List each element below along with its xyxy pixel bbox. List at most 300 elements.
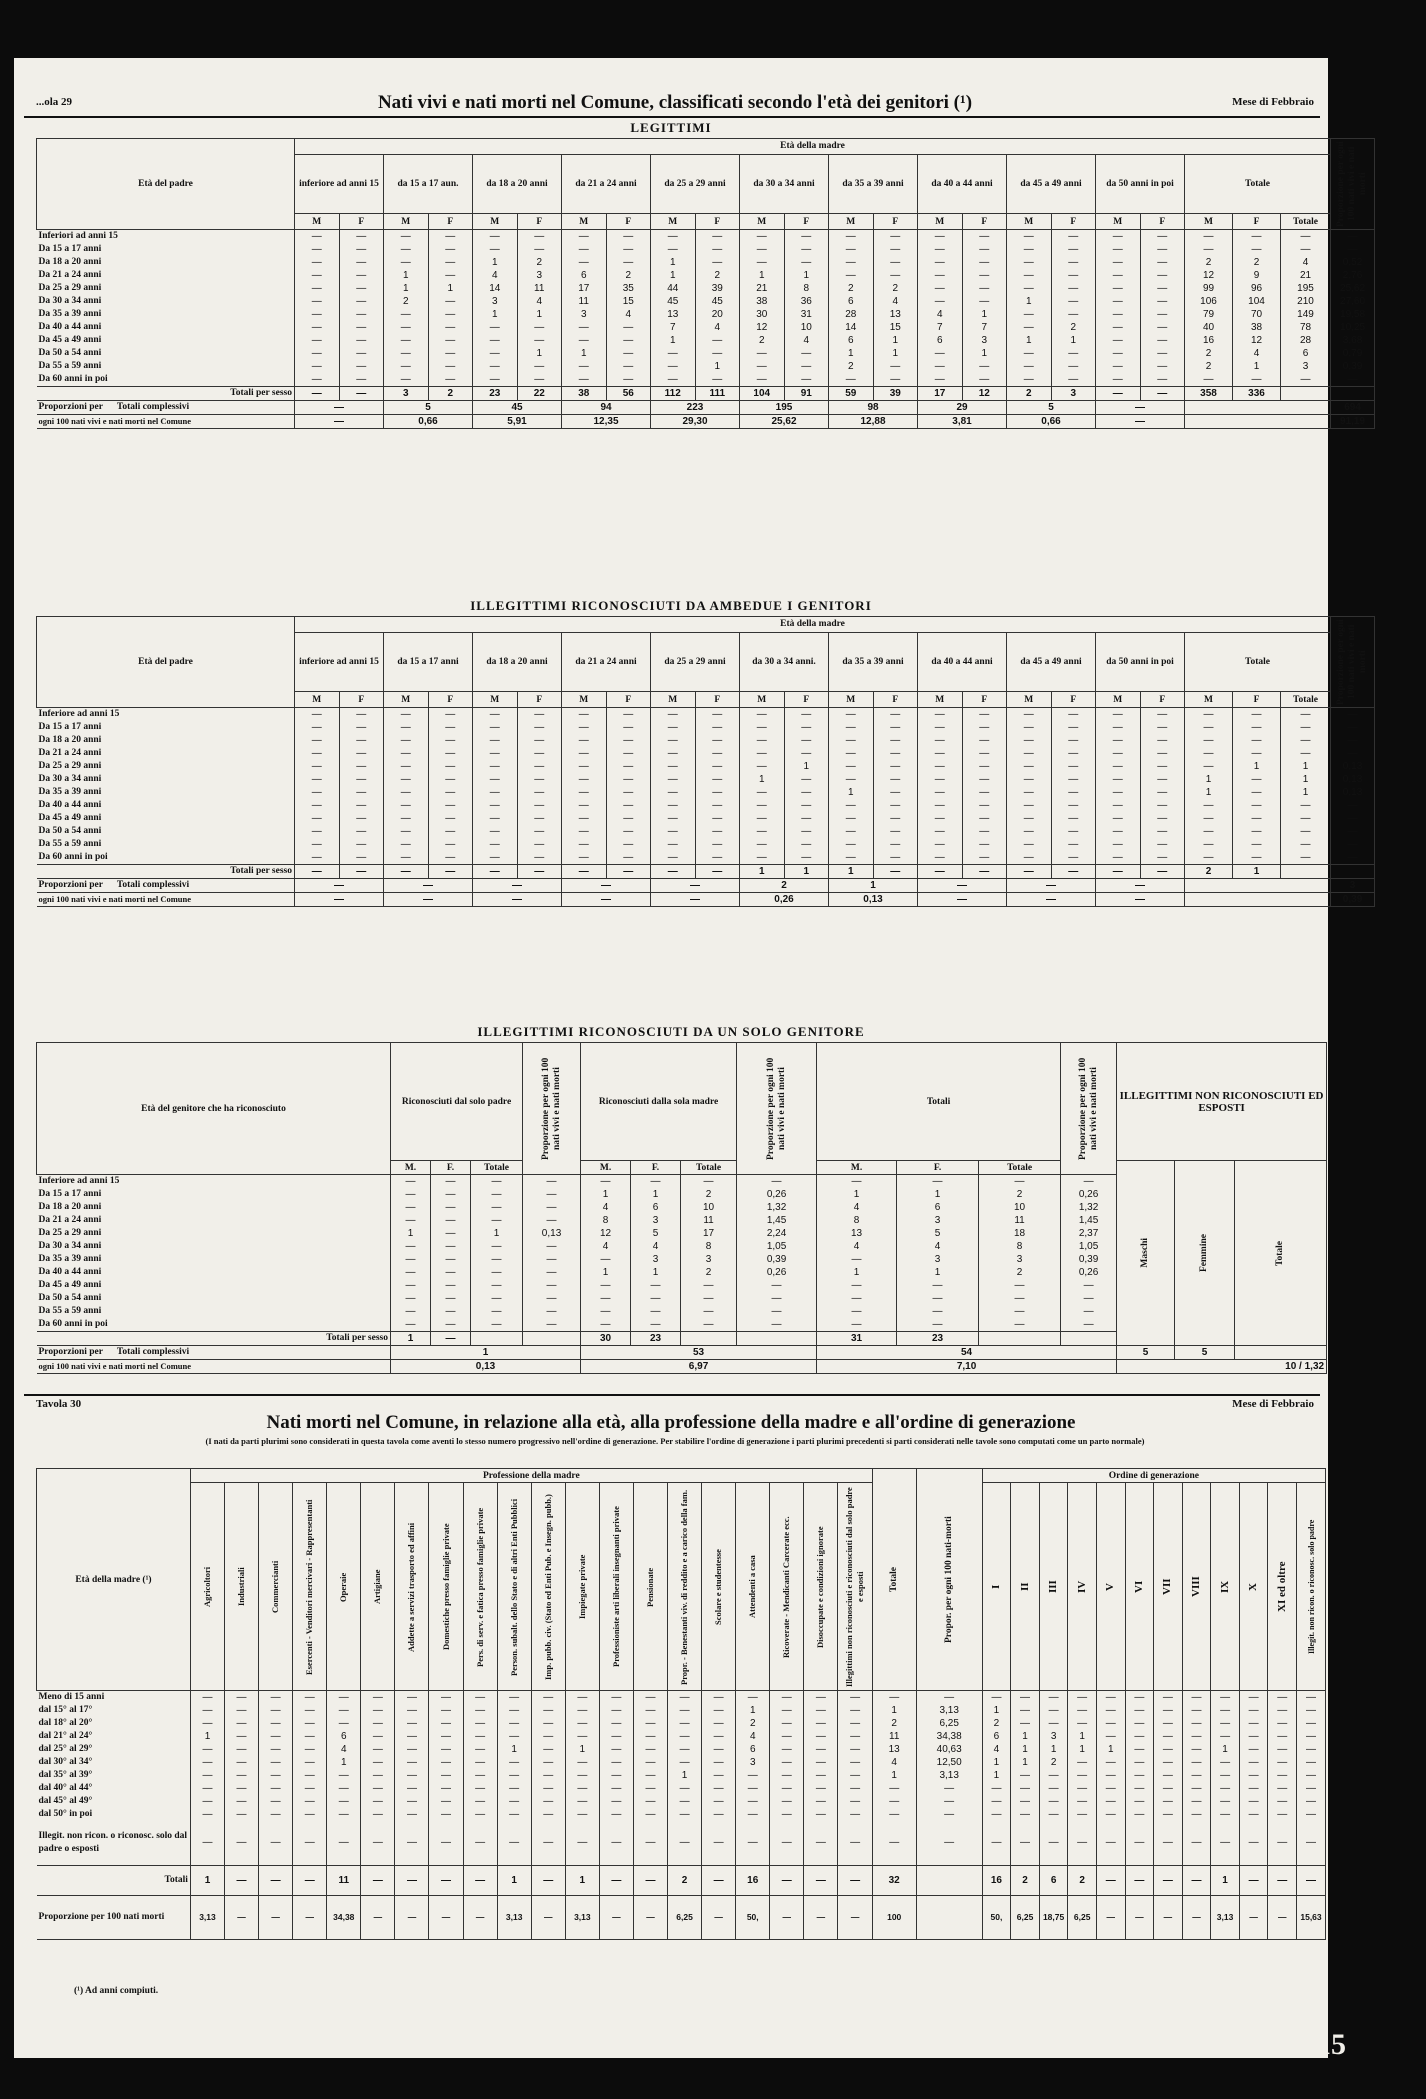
table-cell: 3,13 (916, 1769, 982, 1782)
table-cell: 44 (651, 282, 696, 295)
table-cell: — (695, 825, 740, 838)
table-cell: — (873, 773, 918, 786)
table-cell: — (1182, 1795, 1211, 1808)
table-cell: — (431, 1332, 471, 1346)
table-cell: — (829, 812, 874, 825)
table-cell: — (1185, 838, 1233, 851)
table-cell: 111 (695, 387, 740, 401)
table-cell: — (695, 760, 740, 773)
row-label: Da 25 a 29 anni (37, 282, 295, 295)
table-cell: 0,13 (829, 893, 918, 907)
table-cell: — (651, 838, 696, 851)
table-cell: — (651, 708, 696, 722)
ordine-column-header: VII (1161, 1578, 1174, 1595)
table-cell: — (259, 1795, 293, 1808)
table-cell: — (473, 321, 518, 334)
table-cell: — (1096, 838, 1141, 851)
table-cell: — (1068, 1769, 1097, 1782)
table-cell: 1 (1211, 1743, 1240, 1756)
table-cell: — (428, 799, 473, 812)
table-cell: — (562, 838, 607, 851)
table-cell: — (1007, 321, 1052, 334)
table-cell: — (1007, 893, 1096, 907)
table29-title: Nati vivi e nati morti nel Comune, classificati secondo l'età dei genitori (¹) (377, 92, 973, 113)
table-cell: 1 (1281, 773, 1331, 786)
table-cell: 2,76 (1331, 269, 1375, 282)
table-cell: — (395, 1769, 429, 1782)
table-cell (523, 1332, 581, 1346)
table-cell: 45 (695, 295, 740, 308)
table-cell: — (1007, 708, 1052, 722)
row-label: Da 30 a 34 anni (37, 773, 295, 786)
table-cell: — (384, 230, 429, 244)
table-cell: — (681, 1175, 737, 1189)
table-cell: — (829, 799, 874, 812)
table-cell (737, 1332, 817, 1346)
table-cell: — (1007, 865, 1052, 879)
table-cell: 2 (1011, 1865, 1040, 1895)
table-cell: 8 (784, 282, 829, 295)
table-cell: — (295, 308, 340, 321)
table-cell: — (463, 1895, 497, 1939)
table-cell: 16 (982, 1865, 1011, 1895)
table-cell: — (429, 1704, 463, 1717)
table-cell: — (916, 1795, 982, 1808)
table-cell: — (982, 1808, 1011, 1821)
table-cell: — (1096, 1704, 1125, 1717)
table-cell: 2 (873, 282, 918, 295)
table-cell: — (428, 295, 473, 308)
table-cell: — (979, 1318, 1061, 1332)
table-cell: — (1140, 773, 1185, 786)
table-cell: — (431, 1279, 471, 1292)
table-cell: — (770, 1795, 804, 1808)
table-cell: — (295, 708, 340, 722)
table-cell: 6 (1039, 1865, 1068, 1895)
table-cell: — (651, 786, 696, 799)
table30-month: Mese di Febbraio (1232, 1398, 1314, 1410)
table-cell (916, 1895, 982, 1939)
table-cell: — (1011, 1821, 1040, 1865)
table-cell: — (1051, 825, 1096, 838)
table-cell: — (1140, 721, 1185, 734)
table-cell: — (702, 1704, 736, 1717)
totals-row (37, 1865, 1326, 1895)
table-cell: — (838, 1730, 872, 1743)
table-cell: — (1211, 1782, 1240, 1795)
table-cell: — (225, 1691, 259, 1705)
table-cell: 7 (651, 321, 696, 334)
table-cell: 0,13 (1331, 786, 1375, 799)
table-cell: — (225, 1756, 259, 1769)
table-cell: — (339, 708, 384, 722)
table-cell: — (873, 747, 918, 760)
table-cell: — (565, 1769, 599, 1782)
table-cell: — (681, 1305, 737, 1318)
prof-column-header: Disoccupate e condizioni ignorate (815, 1525, 826, 1648)
row-label: Illegit. non ricon. o riconosc. solo dal padre o esposti (37, 1821, 191, 1865)
table-cell: — (1211, 1730, 1240, 1743)
table-cell: 21 (740, 282, 785, 295)
table-cell: — (918, 708, 963, 722)
table-cell: 2 (1233, 256, 1281, 269)
table-cell: — (681, 1318, 737, 1332)
table-cell: 4 (517, 295, 562, 308)
table-cell: — (1239, 1769, 1268, 1782)
table-cell: — (872, 1795, 916, 1808)
table-cell: — (1007, 243, 1052, 256)
row-label: Totali per sesso (37, 387, 295, 401)
table-cell: — (918, 295, 963, 308)
table-cell: — (293, 1730, 327, 1743)
table-cell: — (339, 321, 384, 334)
table-cell: 8 (581, 1214, 631, 1227)
table-row (37, 786, 1375, 799)
table-cell (1331, 865, 1375, 879)
table-cell: 4 (473, 269, 518, 282)
table-cell: 14 (473, 282, 518, 295)
age-column-header: da 30 a 34 anni (740, 154, 829, 214)
table-cell: — (562, 708, 607, 722)
table-cell: 1,45 (737, 1214, 817, 1227)
table-cell: — (361, 1691, 395, 1705)
table-cell: — (982, 1821, 1011, 1865)
table-cell: — (463, 1821, 497, 1865)
table-cell: — (1239, 1782, 1268, 1795)
table-cell: — (633, 1704, 667, 1717)
table-cell: — (1096, 1895, 1125, 1939)
table-cell: — (1125, 1756, 1154, 1769)
table-cell: — (384, 851, 429, 865)
table-cell: 28 (1281, 334, 1331, 347)
table-cell: — (1011, 1769, 1040, 1782)
proportion-header: Proporzione per ogni 100 nati vivi e nati morti (1336, 141, 1369, 227)
table-cell: — (225, 1743, 259, 1756)
table-cell: — (225, 1782, 259, 1795)
table-illeg-uno (36, 1042, 1327, 1374)
table-cell: 98 (829, 401, 918, 415)
total-header: Totale (1281, 214, 1331, 230)
table-cell: — (1185, 373, 1233, 387)
table-cell: — (384, 786, 429, 799)
table-cell: — (1185, 851, 1233, 865)
table-cell: — (1096, 1769, 1125, 1782)
table-cell: — (962, 825, 1007, 838)
table-cell: — (873, 851, 918, 865)
table-cell: 79 (1185, 308, 1233, 321)
table-cell: — (497, 1691, 531, 1705)
table-cell: — (471, 1214, 523, 1227)
table-cell: 10 (979, 1201, 1061, 1214)
table-cell: — (695, 334, 740, 347)
table-cell: — (681, 1292, 737, 1305)
table-cell: 1 (668, 1769, 702, 1782)
table-cell (1061, 1332, 1117, 1346)
table-cell: — (1007, 230, 1052, 244)
table-cell: — (784, 721, 829, 734)
table-cell: — (473, 799, 518, 812)
row-label: Da 21 a 24 anni (37, 747, 295, 760)
table-cell: — (473, 347, 518, 360)
table-cell: 5 (1175, 1346, 1235, 1360)
table-cell: 2 (740, 334, 785, 347)
table-cell: — (873, 230, 918, 244)
row-label: Da 55 a 59 anni (37, 838, 295, 851)
table-cell: — (562, 230, 607, 244)
table-cell: — (1297, 1769, 1326, 1782)
table-cell: — (1011, 1782, 1040, 1795)
male-header: M (829, 692, 874, 708)
table-cell: — (190, 1795, 224, 1808)
row-label: Da 40 a 44 anni (37, 799, 295, 812)
table-cell: — (1182, 1717, 1211, 1730)
table-cell: — (1331, 373, 1375, 387)
table-cell: — (804, 1782, 838, 1795)
prof-column-header: Totale (888, 1567, 899, 1592)
table-cell: 3 (562, 308, 607, 321)
table-cell: — (428, 747, 473, 760)
table-cell: 1 (562, 347, 607, 360)
table-cell: — (1239, 1691, 1268, 1705)
table-cell: — (695, 812, 740, 825)
table-cell: 1 (631, 1266, 681, 1279)
table-cell: 2 (681, 1188, 737, 1201)
table-cell: — (1140, 734, 1185, 747)
table-cell: 11 (327, 1865, 361, 1895)
table-cell: — (1154, 1717, 1183, 1730)
table-cell: — (1051, 308, 1096, 321)
row-label: dal 18° al 20° (37, 1717, 191, 1730)
table-cell: — (668, 1782, 702, 1795)
male-header: M. (391, 1161, 431, 1175)
table-cell: — (327, 1769, 361, 1782)
table-cell: — (361, 1704, 395, 1717)
table-cell: 3,13 (1211, 1895, 1240, 1939)
table-cell: 1 (631, 1188, 681, 1201)
table-cell: — (259, 1782, 293, 1795)
table-cell: — (562, 760, 607, 773)
table-cell: — (581, 1175, 631, 1189)
table-cell: — (1140, 865, 1185, 879)
row-label: ogni 100 nati vivi e nati morti nel Comune (37, 893, 295, 907)
table-cell: — (962, 851, 1007, 865)
table-cell: — (838, 1756, 872, 1769)
table-cell: — (1125, 1782, 1154, 1795)
table-cell: — (918, 269, 963, 282)
table-cell: — (838, 1704, 872, 1717)
table-cell: — (1233, 747, 1281, 760)
table-cell: — (1233, 708, 1281, 722)
female-header: F (1233, 214, 1281, 230)
table-cell: 1 (982, 1704, 1011, 1717)
table-cell: — (295, 387, 340, 401)
table-cell: — (295, 721, 340, 734)
table-cell: — (517, 812, 562, 825)
table-cell: 1 (428, 282, 473, 295)
table-cell: — (606, 851, 651, 865)
table-cell: — (1331, 243, 1375, 256)
table-cell: — (473, 243, 518, 256)
table-cell: — (225, 1865, 259, 1895)
table-cell: — (327, 1808, 361, 1821)
table-cell: — (428, 734, 473, 747)
table-cell: — (295, 760, 340, 773)
table-cell: 2,37 (1061, 1227, 1117, 1240)
table-cell: — (651, 347, 696, 360)
table-cell: — (1140, 230, 1185, 244)
table-cell: — (295, 851, 340, 865)
table-cell: — (606, 708, 651, 722)
row-label: Inferiore ad anni 15 (37, 1175, 391, 1189)
table-row (37, 1730, 1326, 1743)
table-cell: 3 (681, 1253, 737, 1266)
table-cell: — (873, 256, 918, 269)
table-cell: 32 (872, 1865, 916, 1895)
table-cell: 6 (829, 295, 874, 308)
table-cell: — (384, 865, 429, 879)
table-cell: — (606, 786, 651, 799)
table-cell: — (339, 812, 384, 825)
table-cell: — (606, 799, 651, 812)
table-cell: 5,91 (473, 415, 562, 429)
table-cell: — (651, 865, 696, 879)
table-cell: 14 (829, 321, 874, 334)
row-label: Da 35 a 39 anni (37, 786, 295, 799)
table-cell: — (471, 1318, 523, 1332)
table-cell (1185, 893, 1331, 907)
table-cell: — (562, 786, 607, 799)
table-cell: 18 (979, 1227, 1061, 1240)
table-cell: — (695, 865, 740, 879)
table-cell: — (473, 825, 518, 838)
table-cell: — (1140, 760, 1185, 773)
table-cell: — (606, 721, 651, 734)
table-cell: — (361, 1756, 395, 1769)
table-cell: — (962, 373, 1007, 387)
table-cell: — (962, 256, 1007, 269)
table-cell: — (916, 1691, 982, 1705)
table-cell: — (384, 799, 429, 812)
table-cell: — (829, 760, 874, 773)
table-cell: — (562, 825, 607, 838)
table-cell: — (565, 1717, 599, 1730)
table-cell: — (651, 243, 696, 256)
male-header: M (473, 214, 518, 230)
table-cell: — (1185, 799, 1233, 812)
table-cell: — (702, 1730, 736, 1743)
table-row (37, 851, 1375, 865)
table-cell: — (429, 1756, 463, 1769)
table-row (37, 1821, 1326, 1865)
table-cell: — (1068, 1782, 1097, 1795)
table-row (37, 747, 1375, 760)
table-cell: 4 (897, 1240, 979, 1253)
table-cell: — (517, 734, 562, 747)
table-cell: — (327, 1717, 361, 1730)
male-header: M (1096, 214, 1141, 230)
table-cell: 6 (918, 334, 963, 347)
table-cell: — (1297, 1795, 1326, 1808)
table-cell: 0,52 (1331, 256, 1375, 269)
table-cell: — (471, 1240, 523, 1253)
table-cell: — (1140, 747, 1185, 760)
table-cell: 2 (668, 1865, 702, 1895)
page-number: 15 (1316, 2028, 1346, 2061)
table-cell: — (784, 812, 829, 825)
table-legittimi (36, 138, 1375, 429)
table-cell: — (1007, 812, 1052, 825)
rule (24, 1394, 1320, 1396)
table-cell: — (295, 360, 340, 373)
table-cell: 12 (1185, 269, 1233, 282)
table-cell: — (668, 1808, 702, 1821)
table-cell: 0,13 (1331, 773, 1375, 786)
table-cell: — (431, 1292, 471, 1305)
table-cell: 94 (562, 401, 651, 415)
table-cell: 12 (740, 321, 785, 334)
table-cell: — (428, 321, 473, 334)
table-cell: — (817, 1318, 897, 1332)
table-cell: 6,25 (1011, 1895, 1040, 1939)
table-cell: — (463, 1769, 497, 1782)
table-cell: — (918, 230, 963, 244)
table-row (37, 1743, 1326, 1756)
table-cell: 1 (565, 1865, 599, 1895)
table-cell: — (784, 230, 829, 244)
table-row (37, 825, 1375, 838)
table-cell: — (1140, 308, 1185, 321)
table-cell: — (497, 1730, 531, 1743)
table-cell: — (829, 269, 874, 282)
table-cell: — (395, 1808, 429, 1821)
table-cell: — (395, 1704, 429, 1717)
table-cell: — (702, 1769, 736, 1782)
table-cell: — (339, 295, 384, 308)
table-cell: — (1268, 1769, 1297, 1782)
table-cell: — (784, 747, 829, 760)
table-cell: — (1331, 230, 1375, 244)
table-cell: — (918, 879, 1007, 893)
female-header: F (517, 214, 562, 230)
table-cell: — (702, 1691, 736, 1705)
table-cell: — (702, 1782, 736, 1795)
table-cell: 4 (581, 1201, 631, 1214)
table-cell: — (872, 1821, 916, 1865)
row-label: Proporzione per 100 nati morti (37, 1895, 191, 1939)
table-cell (471, 1332, 523, 1346)
table-cell: — (429, 1895, 463, 1939)
table-cell: — (225, 1808, 259, 1821)
row-label: dal 50° in poi (37, 1808, 191, 1821)
table-cell: — (804, 1795, 838, 1808)
table-row (37, 256, 1375, 269)
row-label: Da 15 a 17 anni (37, 243, 295, 256)
table-cell: — (431, 1240, 471, 1253)
table-cell: — (581, 1253, 631, 1266)
table-row (37, 1769, 1326, 1782)
table-cell: — (1233, 230, 1281, 244)
table-cell: — (395, 1795, 429, 1808)
table-cell: 1 (829, 347, 874, 360)
table-cell: — (1096, 256, 1141, 269)
table-cell: — (391, 1279, 431, 1292)
table-cell: — (339, 256, 384, 269)
table-cell: — (1185, 230, 1233, 244)
table-cell: — (259, 1743, 293, 1756)
table-cell: 1 (1185, 786, 1233, 799)
table-cell: — (327, 1782, 361, 1795)
table-cell: — (562, 334, 607, 347)
